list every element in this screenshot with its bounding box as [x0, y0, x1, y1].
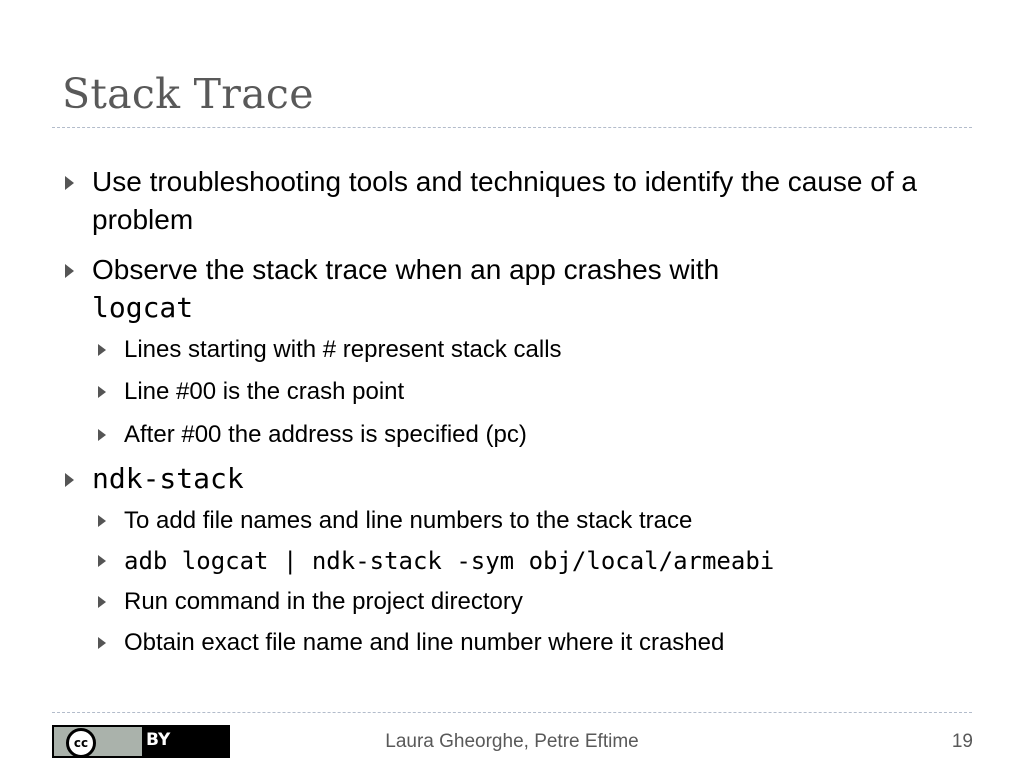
triangle-bullet-icon — [98, 429, 106, 441]
bullet-code: logcat — [92, 291, 194, 324]
footer-divider — [52, 712, 972, 713]
triangle-bullet-icon — [98, 344, 106, 356]
triangle-bullet-icon — [98, 637, 106, 649]
sub-bullet-text: After #00 the address is specified (pc) — [124, 421, 527, 448]
sub-bullet-item — [124, 627, 984, 659]
triangle-bullet-icon — [65, 176, 74, 190]
sub-bullet-item — [124, 419, 984, 451]
triangle-bullet-icon — [65, 473, 74, 487]
sub-bullet-code: adb logcat | ndk-stack -sym obj/local/armeabi — [124, 547, 775, 575]
creative-commons-icon: cc — [66, 728, 96, 758]
page-number: 19 — [951, 731, 973, 752]
triangle-bullet-icon — [98, 386, 106, 398]
sub-bullet-item — [124, 586, 984, 618]
sub-bullet-text: Lines starting with # represent stack calls — [124, 336, 562, 363]
bullet-text: Observe the stack trace when an app crashes with — [92, 254, 720, 285]
title-divider — [52, 127, 972, 128]
cc-by-label: BY — [146, 730, 171, 750]
bullet-item — [92, 460, 972, 498]
sub-bullet-item — [124, 545, 984, 578]
sub-bullet-text: Line #00 is the crash point — [124, 378, 405, 405]
sub-bullet-item — [124, 505, 984, 537]
sub-bullet-item — [124, 376, 984, 408]
footer-authors: Laura Gheorghe, Petre Eftime — [385, 731, 639, 752]
triangle-bullet-icon — [98, 596, 106, 608]
triangle-bullet-icon — [98, 555, 106, 567]
sub-bullet-text: To add file names and line numbers to the stack trace — [124, 507, 693, 534]
slide-title: Stack Trace — [62, 70, 314, 118]
sub-bullet-text: Obtain exact file name and line number where it crashed — [124, 629, 725, 656]
bullet-code: ndk-stack — [92, 462, 244, 495]
sub-bullet-item — [124, 334, 984, 366]
bullet-item — [92, 163, 972, 239]
triangle-bullet-icon — [98, 515, 106, 527]
triangle-bullet-icon — [65, 264, 74, 278]
sub-bullet-text: Run command in the project directory — [124, 588, 523, 615]
bullet-text: Use troubleshooting tools and techniques to identify the cause of a problem — [92, 166, 917, 235]
bullet-item — [92, 251, 972, 327]
